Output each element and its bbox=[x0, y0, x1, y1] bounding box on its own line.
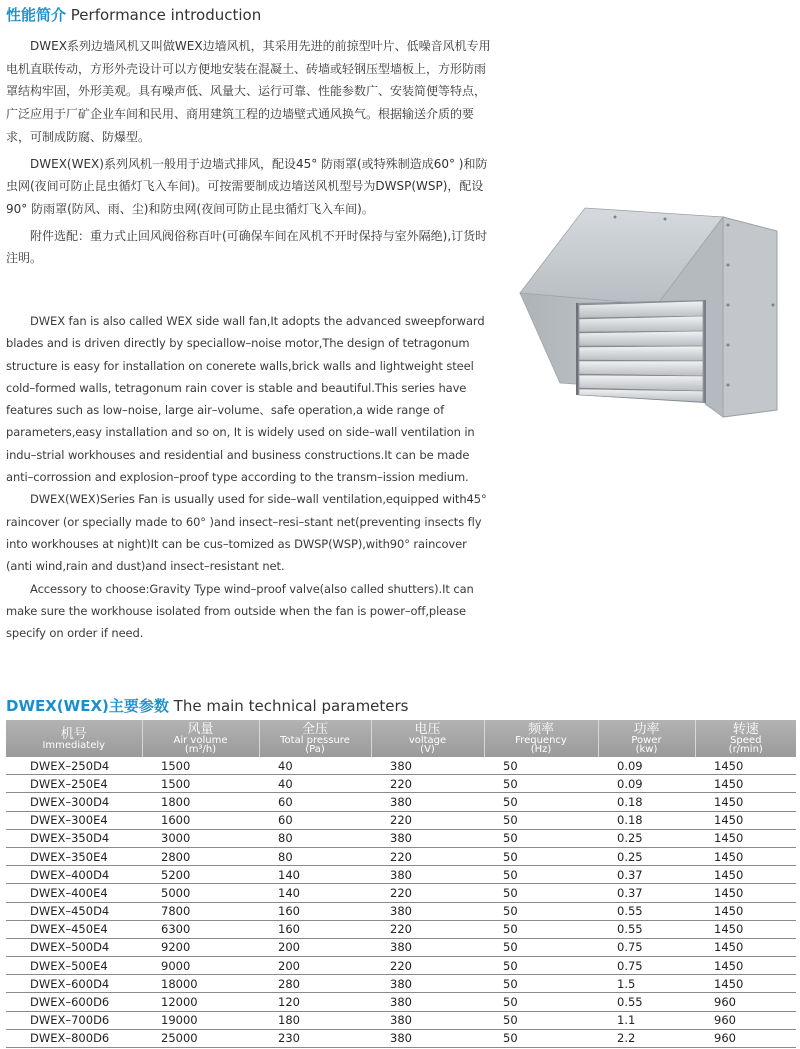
value-cell: 280 bbox=[259, 975, 371, 993]
value-cell: 380 bbox=[371, 1029, 484, 1047]
column-header bbox=[259, 720, 371, 757]
column-header-unit: (Hz) bbox=[530, 744, 552, 755]
value-cell: 0.75 bbox=[598, 938, 695, 956]
value-cell: 60 bbox=[259, 793, 371, 811]
value-cell: 50 bbox=[484, 884, 598, 902]
model-cell: DWEX–600D6 bbox=[6, 993, 142, 1011]
value-cell: 0.18 bbox=[598, 811, 695, 829]
table-row bbox=[6, 975, 796, 993]
model-cell: DWEX–600D4 bbox=[6, 975, 142, 993]
value-cell: 0.55 bbox=[598, 993, 695, 1011]
column-header-unit: (m³/h) bbox=[184, 744, 217, 755]
value-cell: 380 bbox=[371, 938, 484, 956]
column-header-cn: 全压 bbox=[301, 722, 328, 737]
table-row bbox=[6, 902, 796, 920]
value-cell: 1450 bbox=[695, 975, 796, 993]
column-header-en: Power bbox=[631, 735, 662, 746]
table-row bbox=[6, 866, 796, 884]
column-header-en: voltage bbox=[408, 735, 447, 746]
value-cell: 1450 bbox=[695, 811, 796, 829]
value-cell: 380 bbox=[371, 829, 484, 847]
value-cell: 25000 bbox=[142, 1029, 259, 1047]
value-cell: 5200 bbox=[142, 866, 259, 884]
column-header bbox=[695, 720, 796, 757]
value-cell: 1500 bbox=[142, 757, 259, 775]
value-cell: 1450 bbox=[695, 793, 796, 811]
column-header-en: Frequency bbox=[515, 735, 567, 746]
model-cell: DWEX–800D6 bbox=[6, 1029, 142, 1047]
column-header-cn: 转速 bbox=[732, 722, 759, 737]
intro-cn bbox=[6, 35, 494, 270]
model-cell: DWEX–500D4 bbox=[6, 938, 142, 956]
intro-cn-paragraph: DWEX系列边墙风机又叫做WEX边墙风机，其采用先进的前掠型叶片、低噪音风机专用电机直联传动，方形外壳设计可以方便地安装在混凝土、砖墙或轻钢压型墙板上，方形防雨罩结构牢固，外形美观。具有噪声低、风量大、运行可靠、性能参数广、安装简便等特点，广泛应用于厂矿企业车间和民用、商用建筑工程的边墙壁式通风换气。根据输送介质的要求，可制成防腐、防爆型。 bbox=[6, 39, 491, 144]
value-cell: 0.09 bbox=[598, 757, 695, 775]
value-cell: 50 bbox=[484, 757, 598, 775]
intro-en-paragraph: Accessory to choose:Gravity Type wind–proof valve(also called shutters).It can make sure the workhouse isolated from outside when the fan is power–off,please specify on order if need. bbox=[6, 581, 474, 641]
value-cell: 50 bbox=[484, 1029, 598, 1047]
table-row bbox=[6, 847, 796, 865]
intro-en-paragraph: DWEX fan is also called WEX side wall fan,It adopts the advanced sweepforward blades and is driven directly by speciallow–noise motor,The design of tetragonum structure is easy for installation on conerete walls,brick walls and lightweight steel cold–formed walls, tetragonum rain cover is stable and beautiful.This series have features such as low–noise, large air–volume、safe operation,a wide range of parameters,easy installation and so on, It is widely used on side–wall ventilation in indu–strial workhouses and residential and business constructions.It can be made anti–corrossion and explosion–proof type according to the transm–ission medium. bbox=[6, 314, 485, 485]
model-cell: DWEX–700D6 bbox=[6, 1011, 142, 1029]
value-cell: 1450 bbox=[695, 902, 796, 920]
value-cell: 230 bbox=[259, 1029, 371, 1047]
value-cell: 80 bbox=[259, 829, 371, 847]
value-cell: 1450 bbox=[695, 920, 796, 938]
value-cell: 1450 bbox=[695, 866, 796, 884]
column-header bbox=[484, 720, 598, 757]
parameters-table-body bbox=[6, 757, 796, 1048]
table-row bbox=[6, 757, 796, 775]
value-cell: 5000 bbox=[142, 884, 259, 902]
table-row bbox=[6, 957, 796, 975]
value-cell: 50 bbox=[484, 920, 598, 938]
column-header bbox=[142, 720, 259, 757]
value-cell: 3000 bbox=[142, 829, 259, 847]
value-cell: 120 bbox=[259, 993, 371, 1011]
value-cell: 50 bbox=[484, 793, 598, 811]
table-row bbox=[6, 1029, 796, 1047]
value-cell: 380 bbox=[371, 993, 484, 1011]
parameters-table bbox=[6, 720, 796, 1048]
value-cell: 180 bbox=[259, 1011, 371, 1029]
column-header-cn: 频率 bbox=[527, 722, 554, 737]
value-cell: 1450 bbox=[695, 884, 796, 902]
value-cell: 0.25 bbox=[598, 847, 695, 865]
value-cell: 0.55 bbox=[598, 902, 695, 920]
table-row bbox=[6, 938, 796, 956]
value-cell: 220 bbox=[371, 847, 484, 865]
value-cell: 9200 bbox=[142, 938, 259, 956]
column-header-cn: 风量 bbox=[187, 722, 214, 737]
model-cell: DWEX–450E4 bbox=[6, 920, 142, 938]
value-cell: 50 bbox=[484, 1011, 598, 1029]
value-cell: 7800 bbox=[142, 902, 259, 920]
specs-title-en: The main technical parameters bbox=[173, 697, 409, 715]
intro-cn-paragraph: DWEX(WEX)系列风机一般用于边墙式排风，配设45° 防雨罩(或特殊制造成60° )和防虫网(夜间可防止昆虫循灯飞入车间)。可按需要制成边墙送风机型号为DWSP(WSP)，配设90° 防雨罩(防风、雨、尘)和防虫网(夜间可防止昆虫循灯飞入车间)。 bbox=[6, 156, 488, 216]
value-cell: 0.25 bbox=[598, 829, 695, 847]
value-cell: 0.37 bbox=[598, 884, 695, 902]
specs-title bbox=[6, 695, 409, 716]
value-cell: 19000 bbox=[142, 1011, 259, 1029]
value-cell: 50 bbox=[484, 902, 598, 920]
model-cell: DWEX–400E4 bbox=[6, 884, 142, 902]
column-header-unit: (Pa) bbox=[305, 744, 325, 755]
value-cell: 1800 bbox=[142, 793, 259, 811]
value-cell: 200 bbox=[259, 957, 371, 975]
performance-title-en: Performance introduction bbox=[70, 6, 262, 24]
value-cell: 220 bbox=[371, 811, 484, 829]
value-cell: 380 bbox=[371, 793, 484, 811]
value-cell: 380 bbox=[371, 975, 484, 993]
specs-title-cn: DWEX(WEX)主要参数 bbox=[6, 697, 169, 715]
value-cell: 50 bbox=[484, 775, 598, 793]
value-cell: 40 bbox=[259, 757, 371, 775]
column-header-unit: (r/min) bbox=[728, 744, 763, 755]
value-cell: 50 bbox=[484, 866, 598, 884]
value-cell: 80 bbox=[259, 847, 371, 865]
column-header-cn: 电压 bbox=[414, 722, 441, 737]
value-cell: 50 bbox=[484, 811, 598, 829]
column-header-unit: (kw) bbox=[635, 744, 658, 755]
value-cell: 2.2 bbox=[598, 1029, 695, 1047]
performance-title bbox=[6, 4, 261, 25]
model-cell: DWEX–500E4 bbox=[6, 957, 142, 975]
table-row bbox=[6, 775, 796, 793]
value-cell: 50 bbox=[484, 847, 598, 865]
model-cell: DWEX–250E4 bbox=[6, 775, 142, 793]
value-cell: 380 bbox=[371, 866, 484, 884]
model-cell: DWEX–350E4 bbox=[6, 847, 142, 865]
value-cell: 0.18 bbox=[598, 793, 695, 811]
value-cell: 1450 bbox=[695, 938, 796, 956]
value-cell: 1450 bbox=[695, 829, 796, 847]
value-cell: 160 bbox=[259, 920, 371, 938]
value-cell: 0.09 bbox=[598, 775, 695, 793]
table-row bbox=[6, 829, 796, 847]
parameters-table-header bbox=[6, 720, 796, 757]
value-cell: 40 bbox=[259, 775, 371, 793]
value-cell: 1450 bbox=[695, 847, 796, 865]
intro-en-paragraph: DWEX(WEX)Series Fan is usually used for side–wall ventilation,equipped with45° raincover (or specially made to 60° )and insect–resi–stant net(preventing insects fly into workhouses at night)It can be cus–tomized as DWSP(WSP),with90° raincover (anti wind,rain and dust)and insect–resistant net. bbox=[6, 492, 487, 574]
column-header-en: Air volume bbox=[173, 735, 228, 746]
value-cell: 50 bbox=[484, 975, 598, 993]
column-header-en: Speed bbox=[730, 735, 762, 746]
table-header-row bbox=[6, 720, 796, 757]
value-cell: 50 bbox=[484, 829, 598, 847]
table-row bbox=[6, 793, 796, 811]
column-header bbox=[371, 720, 484, 757]
value-cell: 6300 bbox=[142, 920, 259, 938]
intro-cn-paragraph: 附件选配：重力式止回风阀俗称百叶(可确保车间在风机不开时保持与室外隔绝),订货时注明。 bbox=[6, 228, 488, 266]
value-cell: 220 bbox=[371, 957, 484, 975]
table-row bbox=[6, 1011, 796, 1029]
value-cell: 220 bbox=[371, 920, 484, 938]
value-cell: 0.55 bbox=[598, 920, 695, 938]
value-cell: 220 bbox=[371, 775, 484, 793]
value-cell: 1450 bbox=[695, 775, 796, 793]
value-cell: 380 bbox=[371, 757, 484, 775]
value-cell: 1600 bbox=[142, 811, 259, 829]
value-cell: 2800 bbox=[142, 847, 259, 865]
value-cell: 200 bbox=[259, 938, 371, 956]
table-row bbox=[6, 884, 796, 902]
value-cell: 60 bbox=[259, 811, 371, 829]
value-cell: 960 bbox=[695, 1029, 796, 1047]
column-header bbox=[598, 720, 695, 757]
value-cell: 1.1 bbox=[598, 1011, 695, 1029]
value-cell: 1.5 bbox=[598, 975, 695, 993]
value-cell: 18000 bbox=[142, 975, 259, 993]
table-row bbox=[6, 993, 796, 1011]
model-cell: DWEX–300D4 bbox=[6, 793, 142, 811]
table-row bbox=[6, 920, 796, 938]
table-row bbox=[6, 811, 796, 829]
value-cell: 50 bbox=[484, 938, 598, 956]
value-cell: 0.75 bbox=[598, 957, 695, 975]
performance-title-cn: 性能简介 bbox=[6, 6, 67, 24]
column-header bbox=[6, 720, 142, 757]
model-cell: DWEX–450D4 bbox=[6, 902, 142, 920]
value-cell: 12000 bbox=[142, 993, 259, 1011]
model-cell: DWEX–350D4 bbox=[6, 829, 142, 847]
value-cell: 0.37 bbox=[598, 866, 695, 884]
side-wall-fan-image bbox=[515, 205, 800, 420]
column-header-en: Immediately bbox=[42, 739, 106, 751]
value-cell: 220 bbox=[371, 884, 484, 902]
value-cell: 140 bbox=[259, 884, 371, 902]
intro-en bbox=[6, 310, 494, 644]
value-cell: 380 bbox=[371, 1011, 484, 1029]
value-cell: 50 bbox=[484, 993, 598, 1011]
column-header-cn: 机号 bbox=[60, 726, 87, 742]
value-cell: 1500 bbox=[142, 775, 259, 793]
column-header-unit: (V) bbox=[420, 744, 435, 755]
value-cell: 50 bbox=[484, 957, 598, 975]
model-cell: DWEX–250D4 bbox=[6, 757, 142, 775]
column-header-en: Total pressure bbox=[280, 735, 350, 746]
model-cell: DWEX–300E4 bbox=[6, 811, 142, 829]
value-cell: 380 bbox=[371, 902, 484, 920]
value-cell: 140 bbox=[259, 866, 371, 884]
value-cell: 1450 bbox=[695, 957, 796, 975]
value-cell: 960 bbox=[695, 993, 796, 1011]
value-cell: 1450 bbox=[695, 757, 796, 775]
column-header-cn: 功率 bbox=[633, 722, 660, 737]
value-cell: 9000 bbox=[142, 957, 259, 975]
model-cell: DWEX–400D4 bbox=[6, 866, 142, 884]
value-cell: 960 bbox=[695, 1011, 796, 1029]
value-cell: 160 bbox=[259, 902, 371, 920]
